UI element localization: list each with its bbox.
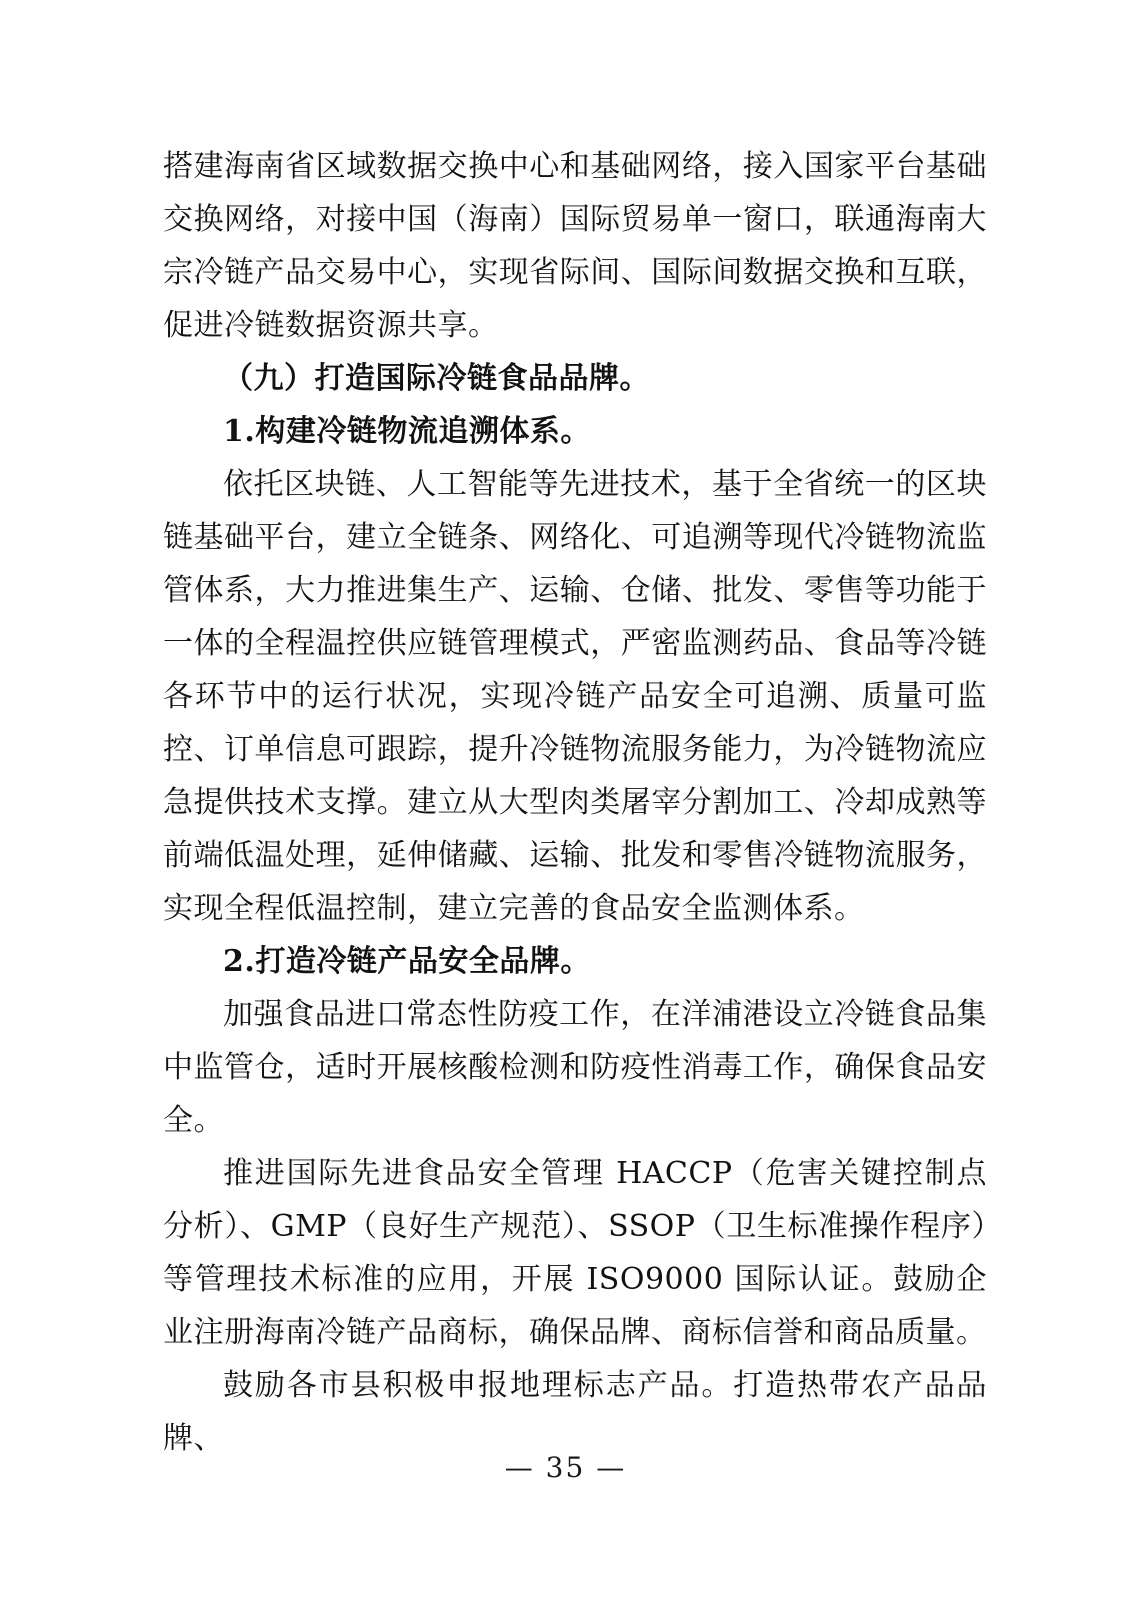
paragraph-haccp-standards: 推进国际先进食品安全管理 HACCP（危害关键控制点分析）、GMP（良好生产规范）、SSOP（卫生标准操作程序）等管理技术标准的应用，开展 ISO9000 国际认证。鼓励企业注册海南冷链产品商标，确保品牌、商标信誉和商品质量。 bbox=[163, 1156, 987, 1350]
section-heading-nine: （九）打造国际冷链食品品牌。 bbox=[223, 361, 650, 396]
paragraph-geographic-indication: 鼓励各市县积极申报地理标志产品。打造热带农产品品牌、 bbox=[163, 1368, 987, 1456]
paragraph-data-exchange: 搭建海南省区域数据交换中心和基础网络，接入国家平台基础交换网络，对接中国（海南）国际贸易单一窗口，联通海南大宗冷链产品交易中心，实现省际间、国际间数据交换和互联，促进冷链数据资源共享。 bbox=[163, 149, 987, 343]
paragraph-traceability-system: 依托区块链、人工智能等先进技术，基于全省统一的区块链基础平台，建立全链条、网络化、可追溯等现代冷链物流监管体系，大力推进集生产、运输、仓储、批发、零售等功能于一体的全程温控供应链管理模式，严密监测药品、食品等冷链各环节中的运行状况，实现冷链产品安全可追溯、质量可监控、订单信息可跟踪，提升冷链物流服务能力，为冷链物流应急提供技术支撑。建立从大型肉类屠宰分割加工、冷却成熟等前端低温处理，延伸储藏、运输、批发和零售冷链物流服务，实现全程低温控制，建立完善的食品安全监测体系。 bbox=[163, 467, 987, 926]
subsection-heading-2-safety-brand: 2.打造冷链产品安全品牌。 bbox=[223, 944, 591, 979]
document-content bbox=[163, 140, 987, 1465]
paragraph-import-epidemic-control: 加强食品进口常态性防疫工作，在洋浦港设立冷链食品集中监管仓，适时开展核酸检测和防疫性消毒工作，确保食品安全。 bbox=[163, 997, 987, 1138]
subsection-heading-1-traceability: 1.构建冷链物流追溯体系。 bbox=[223, 414, 591, 449]
page-footer bbox=[0, 1448, 1131, 1488]
page-number: — 35 — bbox=[504, 1451, 627, 1484]
